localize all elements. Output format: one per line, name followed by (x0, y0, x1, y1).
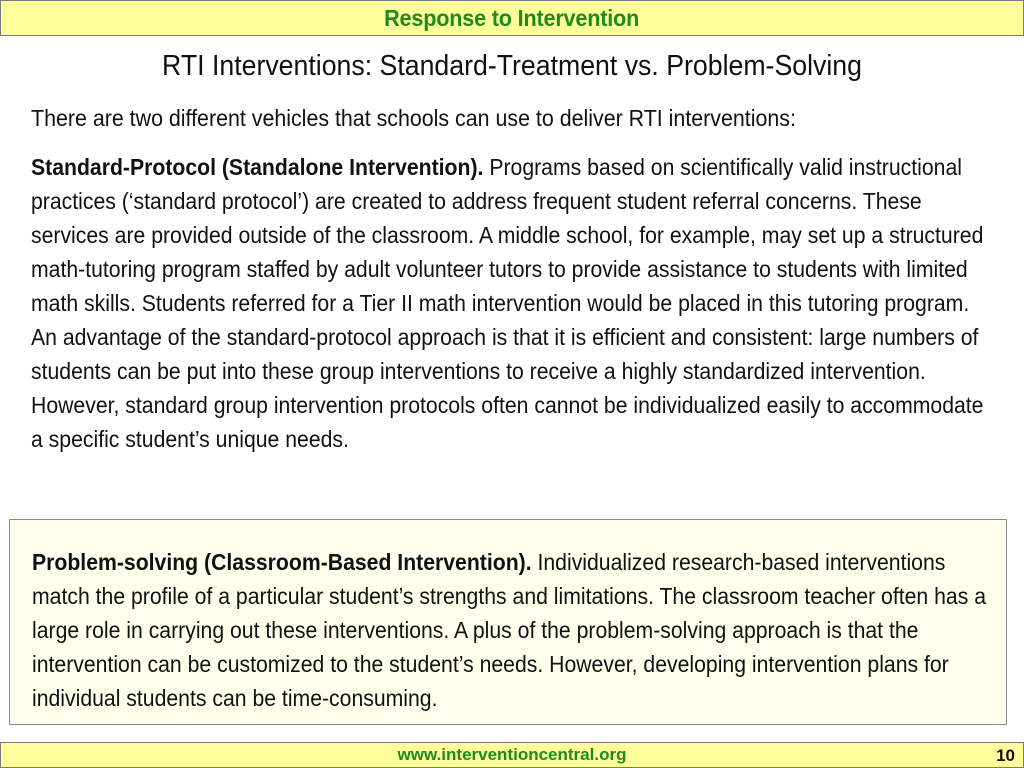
problem-solving-paragraph (32, 545, 998, 715)
intro-text: There are two different vehicles that schools can use to deliver RTI interventions: (31, 105, 796, 131)
standard-protocol-body: Programs based on scientifically valid instructional practices (‘standard protocol’) are created to address frequent student referral concerns. These services are provided outside of the classroom. A middle school, for example, may set up a structured math-tutoring program staffed by adult volunteer tutors to provide assistance to students with limited math skills. Students referred for a Tier II math intervention would be placed in this tutoring program. An advantage of the standard-protocol approach is that it is efficient and consistent: large numbers of students can be put into these group interventions to receive a highly standardized intervention. However, standard group intervention protocols often cannot be individualized easily to accommodate a specific student’s unique needs. (31, 154, 984, 452)
standard-protocol-heading: Standard-Protocol (Standalone Intervention). (31, 154, 484, 180)
header-title: Response to Intervention (384, 4, 640, 31)
footer-url: www.interventioncentral.org (397, 745, 627, 764)
slide-title: RTI Interventions: Standard-Treatment vs. Problem-Solving (162, 50, 862, 82)
header-banner (0, 0, 1024, 36)
problem-solving-box (9, 519, 1007, 725)
standard-protocol-paragraph (31, 150, 988, 456)
page-number: 10 (996, 746, 1015, 765)
footer-banner (0, 742, 1024, 768)
problem-solving-body: Individualized research-based interventions match the profile of a particular student’s strengths and limitations. The classroom teacher often has a large role in carrying out these interventions. A plus of the problem-solving approach is that the intervention can be customized to the student’s needs. However, developing intervention plans for individual students can be time-consuming. (32, 549, 986, 711)
problem-solving-heading: Problem-solving (Classroom-Based Intervention). (32, 549, 532, 575)
